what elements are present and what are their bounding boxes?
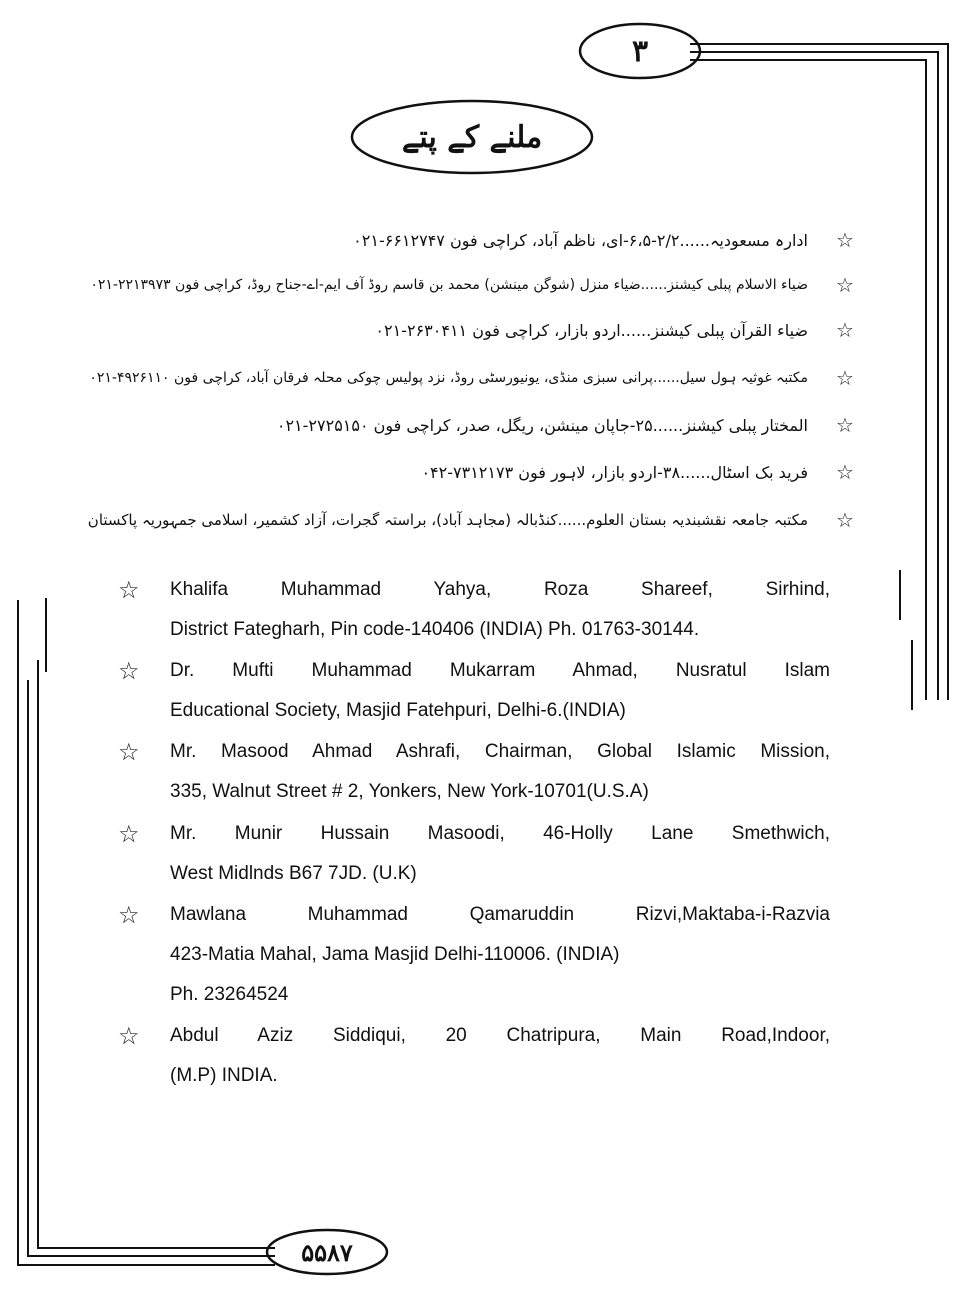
urdu-address-item	[60, 265, 860, 305]
english-address-line: Mawlana Muhammad Qamaruddin Rizvi,Maktaba-i-Razvia	[170, 904, 830, 925]
english-address-line: Abdul Aziz Siddiqui, 20 Chatripura, Main Road,Indoor,	[170, 1025, 830, 1046]
star-icon: ☆	[836, 273, 854, 297]
english-address-line: District Fategharh, Pin code-140406 (INDIA) Ph. 01763-30144.	[170, 619, 700, 640]
star-icon: ☆	[118, 657, 140, 685]
english-address-line: Educational Society, Masjid Fatehpuri, Delhi-6.(INDIA)	[170, 700, 626, 721]
star-icon: ☆	[836, 366, 854, 390]
star-icon: ☆	[118, 820, 140, 848]
page-number: ٣	[631, 33, 649, 69]
urdu-address-text: ادارہ مسعودیہ......۲/۲-۶،۵-ای، ناظم آباد، کراچی فون ۶۶۱۲۷۴۷-۰۲۱	[353, 230, 808, 250]
urdu-address-item	[60, 358, 860, 398]
urdu-address-text: ضیاء القرآن پبلی کیشنز......اردو بازار، کراچی فون ۲۶۳۰۴۱۱-۰۲۱	[375, 320, 808, 340]
urdu-address-text: مکتبہ جامعہ نقشبندیہ بستان العلوم......کنڈبالہ (مجاہد آباد)، براستہ گجرات، آزاد کشمیر، اسلامی جمہوریہ پاکستان	[87, 511, 808, 529]
urdu-address-text: ضیاء الاسلام پبلی کیشنز......ضیاء منزل (شوگن مینشن) محمد بن قاسم روڈ آف ایم-اے-جناح روڈ، کراچی فون ۲۲۱۳۹۷۳-۰۲۱	[90, 277, 808, 293]
star-icon: ☆	[836, 460, 854, 484]
urdu-address-text: فرید بک اسٹال......۳۸-اردو بازار، لاہور فون ۷۳۱۲۱۷۳-۰۴۲	[421, 462, 808, 482]
star-icon: ☆	[118, 576, 140, 604]
english-address-line: 335, Walnut Street # 2, Yonkers, New York-10701(U.S.A)	[170, 781, 649, 802]
star-icon: ☆	[836, 413, 854, 437]
urdu-address-item	[60, 405, 860, 445]
english-address-line: Dr. Mufti Muhammad Mukarram Ahmad, Nusratul Islam	[170, 660, 830, 681]
star-icon: ☆	[118, 738, 140, 766]
bottom-page-number: ۵۵۸۷	[301, 1237, 353, 1267]
urdu-address-item	[60, 220, 860, 260]
urdu-address-item	[60, 310, 860, 350]
star-icon: ☆	[836, 508, 854, 532]
urdu-address-item	[60, 452, 860, 492]
english-address-line: 423-Matia Mahal, Jama Masjid Delhi-110006. (INDIA)	[170, 944, 620, 965]
english-address-line: West Midlnds B67 7JD. (U.K)	[170, 863, 417, 884]
english-address-line: Khalifa Muhammad Yahya, Roza Shareef, Sirhind,	[170, 579, 830, 600]
english-address-line: (M.P) INDIA.	[170, 1065, 278, 1086]
star-icon: ☆	[118, 901, 140, 929]
english-address-line: Mr. Munir Hussain Masoodi, 46-Holly Lane Smethwich,	[170, 823, 830, 844]
urdu-address-item	[60, 500, 860, 540]
urdu-address-text: المختار پبلی کیشنز......۲۵-جاپان مینشن، ریگل، صدر، کراچی فون ۲۷۲۵۱۵۰-۰۲۱	[276, 415, 808, 435]
star-icon: ☆	[836, 318, 854, 342]
english-address-line: Ph. 23264524	[170, 984, 289, 1005]
star-icon: ☆	[118, 1022, 140, 1050]
star-icon: ☆	[836, 228, 854, 252]
urdu-address-text: مکتبہ غوثیہ ہول سیل......پرانی سبزی منڈی، یونیورسٹی روڈ، نزد پولیس چوکی محلہ فرقان آباد، کراچی فون ۴۹۲۶۱۱۰-۰۲۱	[89, 370, 808, 386]
english-address-line: Mr. Masood Ahmad Ashrafi, Chairman, Global Islamic Mission,	[170, 741, 830, 762]
page-heading: ملنے کے پتے	[401, 119, 543, 155]
